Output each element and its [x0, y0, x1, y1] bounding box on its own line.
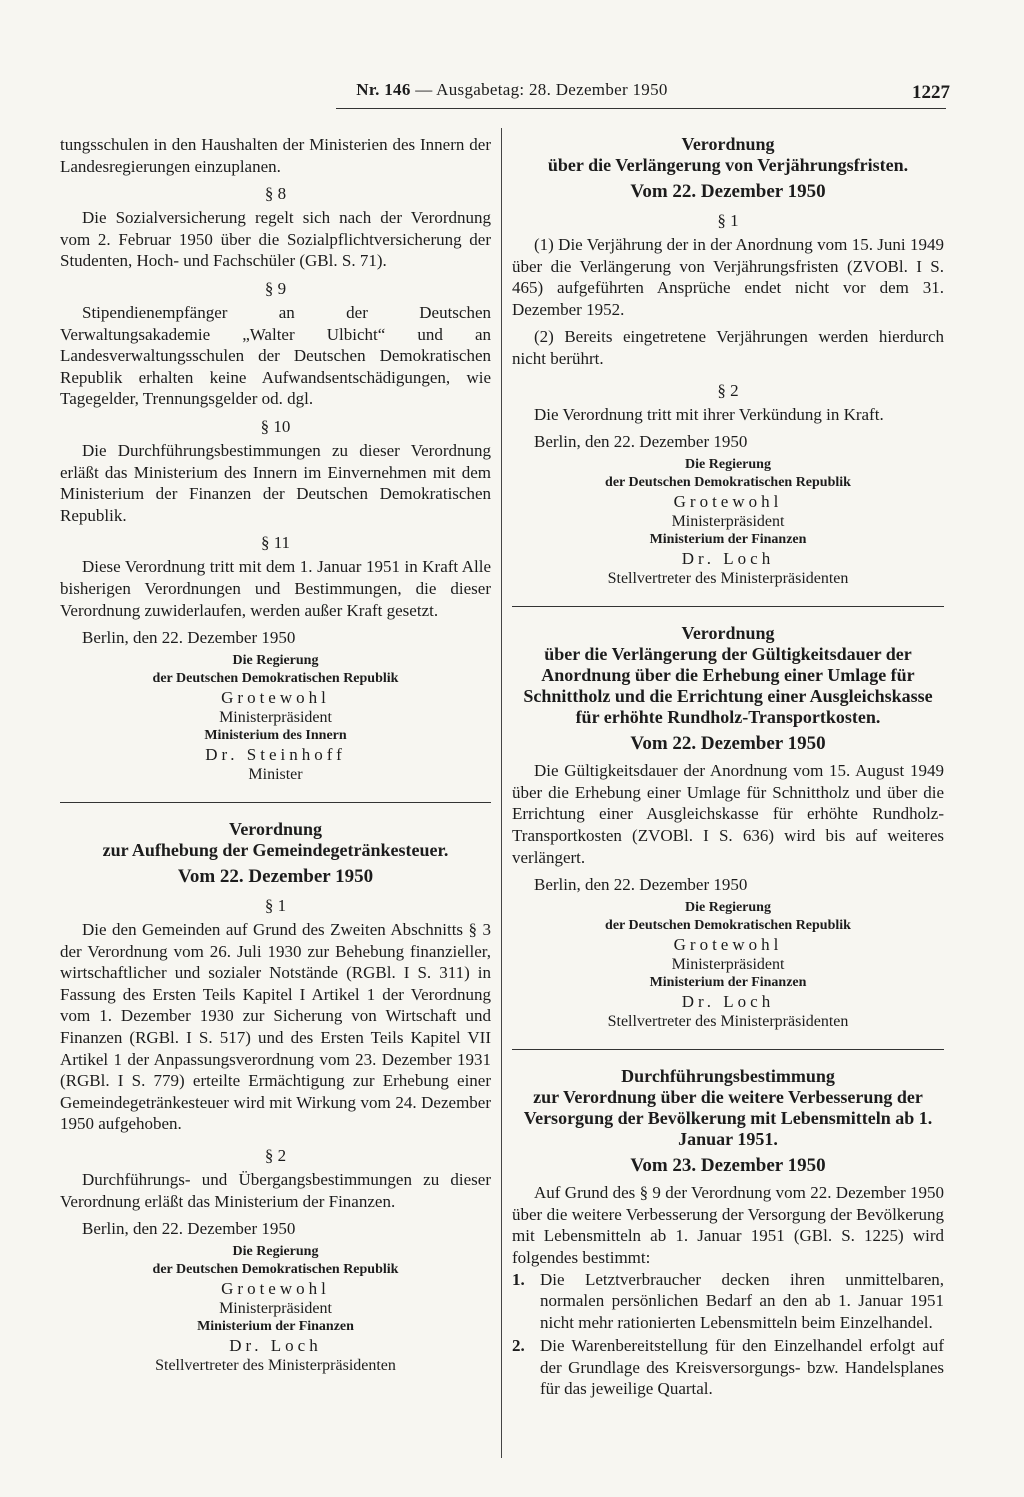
- issue-line: [322, 80, 702, 100]
- ordinance-subject: zur Verordnung über die weitere Verbesserung der Versorgung der Bevölkerung mit Lebensmitteln ab 1. Januar 1951.: [523, 1087, 933, 1150]
- page-header: [0, 68, 1024, 118]
- signatory-name: Grotewohl: [673, 492, 783, 512]
- signatory-role: Ministerpräsident: [219, 709, 332, 727]
- place-date: Berlin, den 22. Dezember 1950: [534, 432, 748, 452]
- paragraph-heading: § 8: [264, 184, 287, 204]
- signatory-role: Ministerpräsident: [219, 1300, 332, 1318]
- government-label: Die Regierung: [685, 900, 771, 916]
- signatory-role: Ministerpräsident: [671, 513, 785, 531]
- right-column: [512, 134, 944, 1400]
- signatory-name: Grotewohl: [221, 688, 330, 708]
- issue-date: Ausgabetag: 28. Dezember 1950: [436, 80, 668, 99]
- list-item-text: Die Warenbereitstellung für den Einzelhandel erfolgt auf der Grundlage des Kreisversorgungs- bzw. Handelsplanes für das jeweilige Quartal.: [540, 1336, 944, 1399]
- column-divider: [501, 128, 502, 1458]
- ordinance-type: Verordnung: [681, 623, 775, 644]
- section-separator: [60, 802, 491, 803]
- ordinance-title: [512, 1066, 944, 1178]
- paragraph-text: (2) Bereits eingetretene Verjährungen werden hierdurch nicht berührt.: [512, 327, 944, 368]
- signatory-name: Dr. Steinhoff: [205, 745, 346, 765]
- signatory-role: Ministerpräsident: [671, 956, 785, 974]
- intro-paragraph: tungsschulen in den Haushalten der Ministerien des Innern der Landesregierungen einzuplanen.: [60, 135, 491, 176]
- paragraph-text: (1) Die Verjährung der in der Anordnung vom 15. Juni 1949 über die Verlängerung von Verjährungsfristen (ZVOBl. I S. 465) aufgeführten Ansprüche endet nicht vor dem 31. Dezember 1952.: [512, 235, 944, 319]
- paragraph-text: Die Verordnung tritt mit ihrer Verkündung in Kraft.: [534, 404, 884, 424]
- ministry-name: Ministerium der Finanzen: [197, 1319, 354, 1335]
- list-item-number: 1.: [512, 1269, 525, 1289]
- section-separator: [512, 606, 944, 607]
- list-item: [512, 1269, 944, 1334]
- ordinance-type: Durchführungsbestimmung: [621, 1066, 835, 1087]
- ordinance-date: Vom 22. Dezember 1950: [630, 181, 826, 202]
- paragraph-heading: § 1: [264, 896, 287, 916]
- place-date: Berlin, den 22. Dezember 1950: [82, 628, 296, 648]
- paragraph-heading: § 9: [264, 278, 287, 298]
- ordinance-subject: über die Verlängerung von Verjährungsfristen.: [547, 155, 909, 175]
- government-label: Die Regierung: [685, 457, 771, 473]
- ordinance-subject: über die Verlängerung der Gültigkeitsdauer der Anordnung über die Erhebung einer Umlage für Schnittholz und die Errichtung einer Ausgleichskasse für erhöhte Rundholz-Transportkosten.: [523, 644, 933, 728]
- list-item: [512, 1335, 944, 1400]
- paragraph-text: Die Durchführungsbestimmungen zu dieser Verordnung erläßt das Ministerium des Innern im Einvernehmen mit dem Ministerium der Finanzen der Deutschen Demokratischen Republik.: [60, 440, 491, 525]
- government-label: Die Regierung: [232, 653, 319, 669]
- ministry-name: Ministerium des Innern: [204, 728, 347, 744]
- government-name: der Deutschen Demokratischen Republik: [152, 671, 399, 687]
- signature-block: [512, 456, 944, 588]
- header-rule: [336, 108, 946, 109]
- paragraph-heading: § 2: [264, 1146, 287, 1166]
- place-date: Berlin, den 22. Dezember 1950: [82, 1219, 296, 1239]
- signatory-role: Stellvertreter des Ministerpräsidenten: [607, 570, 849, 588]
- signature-block: [60, 1243, 491, 1375]
- list-item-text: Die Letztverbraucher decken ihren unmittelbaren, normalen persönlichen Bedarf an den ab 1. Januar 1951 nicht mehr rationierten Lebensmitteln beim Einzelhandel.: [540, 1269, 944, 1332]
- signatory-role: Minister: [248, 766, 303, 784]
- list-item-number: 2.: [512, 1336, 525, 1356]
- ministry-name: Ministerium der Finanzen: [649, 532, 807, 548]
- ministry-name: Ministerium der Finanzen: [649, 975, 807, 991]
- signatory-name: Dr. Loch: [681, 549, 775, 569]
- signatory-name: Dr. Loch: [681, 992, 775, 1012]
- signature-block: [60, 652, 491, 784]
- ordinance-type: Verordnung: [228, 819, 323, 840]
- paragraph-heading: § 2: [717, 380, 739, 400]
- ordinance-title: [512, 134, 944, 204]
- paragraph-text: Auf Grund des § 9 der Verordnung vom 22. Dezember 1950 über die weitere Verbesserung der Versorgung der Bevölkerung mit Lebensmitteln ab 1. Januar 1951 (GBl. S. 1225) wird folgendes bestimmt:: [512, 1183, 944, 1267]
- signatory-role: Stellvertreter des Ministerpräsidenten: [607, 1013, 849, 1031]
- left-column: [60, 134, 491, 1375]
- ordinance-type: Verordnung: [681, 134, 775, 154]
- page-number: 1227: [912, 82, 950, 103]
- paragraph-text: Stipendienempfänger an der Deutschen Verwaltungsakademie „Walter Ulbicht“ und an Landesverwaltungsschulen der Deutschen Demokratischen Republik erhalten keine Aufwandsentschädigungen, wie Tagegelder, Trennungsgelder od. dgl.: [60, 302, 491, 409]
- place-date: Berlin, den 22. Dezember 1950: [534, 875, 748, 895]
- paragraph-text: Die den Gemeinden auf Grund des Zweiten Abschnitts § 3 der Verordnung vom 26. Juli 1930 zur Behebung finanzieller, wirtschaftlicher und sozialer Notstände (RGBl. I S. 311) in Fassung des Ersten Teils Kapitel I Artikel 1 der Verordnung vom 1. Dezember 1930 zur Sicherung von Wirtschaft und Finanzen (RGBl. I S. 517) und des Ersten Teils Kapitel VII Artikel 1 der Anpassungsverordnung vom 23. Dezember 1931 (RGBl. I S. 779) erteilte Ermächtigung zur Erhebung einer Gemeindegetränkesteuer wird mit Wirkung vom 24. Dezember 1950 aufgehoben.: [60, 920, 491, 1134]
- government-name: der Deutschen Demokratischen Republik: [152, 1262, 399, 1278]
- paragraph-text: Diese Verordnung tritt mit dem 1. Januar 1951 in Kraft Alle bisherigen Verordnungen und Bestimmungen, die dieser Verordnung zuwiderlaufen, werden außer Kraft gesetzt.: [60, 557, 491, 620]
- ordinance-date: Vom 22. Dezember 1950: [630, 733, 826, 755]
- ordinance-date: Vom 23. Dezember 1950: [630, 1155, 826, 1177]
- ordinance-date: Vom 22. Dezember 1950: [177, 866, 374, 888]
- ordinance-title: [512, 623, 944, 756]
- signatory-name: Grotewohl: [221, 1279, 330, 1299]
- signature-block: [512, 899, 944, 1031]
- government-label: Die Regierung: [232, 1244, 319, 1260]
- issue-number: Nr. 146: [356, 80, 411, 99]
- paragraph-text: Die Sozialversicherung regelt sich nach der Verordnung vom 2. Februar 1950 über die Sozialpflichtversicherung der Studenten, Hoch- und Fachschüler (GBl. S. 71).: [60, 208, 491, 271]
- issue-dash: —: [415, 80, 433, 99]
- government-name: der Deutschen Demokratischen Republik: [605, 475, 851, 491]
- government-name: der Deutschen Demokratischen Republik: [605, 918, 851, 934]
- signatory-role: Stellvertreter des Ministerpräsidenten: [155, 1357, 396, 1375]
- ordinance-title: [60, 819, 491, 889]
- paragraph-text: Die Gültigkeitsdauer der Anordnung vom 15. August 1949 über die Erhebung einer Umlage für Schnittholz und über die Errichtung einer Ausgleichskasse für erhöhte Rundholz-Transportkosten (ZVOBl. I S. 636) wird bis auf weiteres verlängert.: [512, 761, 944, 867]
- section-separator: [512, 1049, 944, 1050]
- paragraph-text: Durchführungs- und Übergangsbestimmungen zu dieser Verordnung erläßt das Ministerium der Finanzen.: [60, 1170, 491, 1211]
- signatory-name: Dr. Loch: [229, 1336, 322, 1356]
- ordinance-subject: zur Aufhebung der Gemeindegetränkesteuer.: [102, 840, 449, 861]
- paragraph-heading: § 1: [717, 211, 739, 230]
- signatory-name: Grotewohl: [673, 935, 783, 955]
- paragraph-heading: § 10: [260, 416, 291, 436]
- paragraph-heading: § 11: [260, 533, 291, 553]
